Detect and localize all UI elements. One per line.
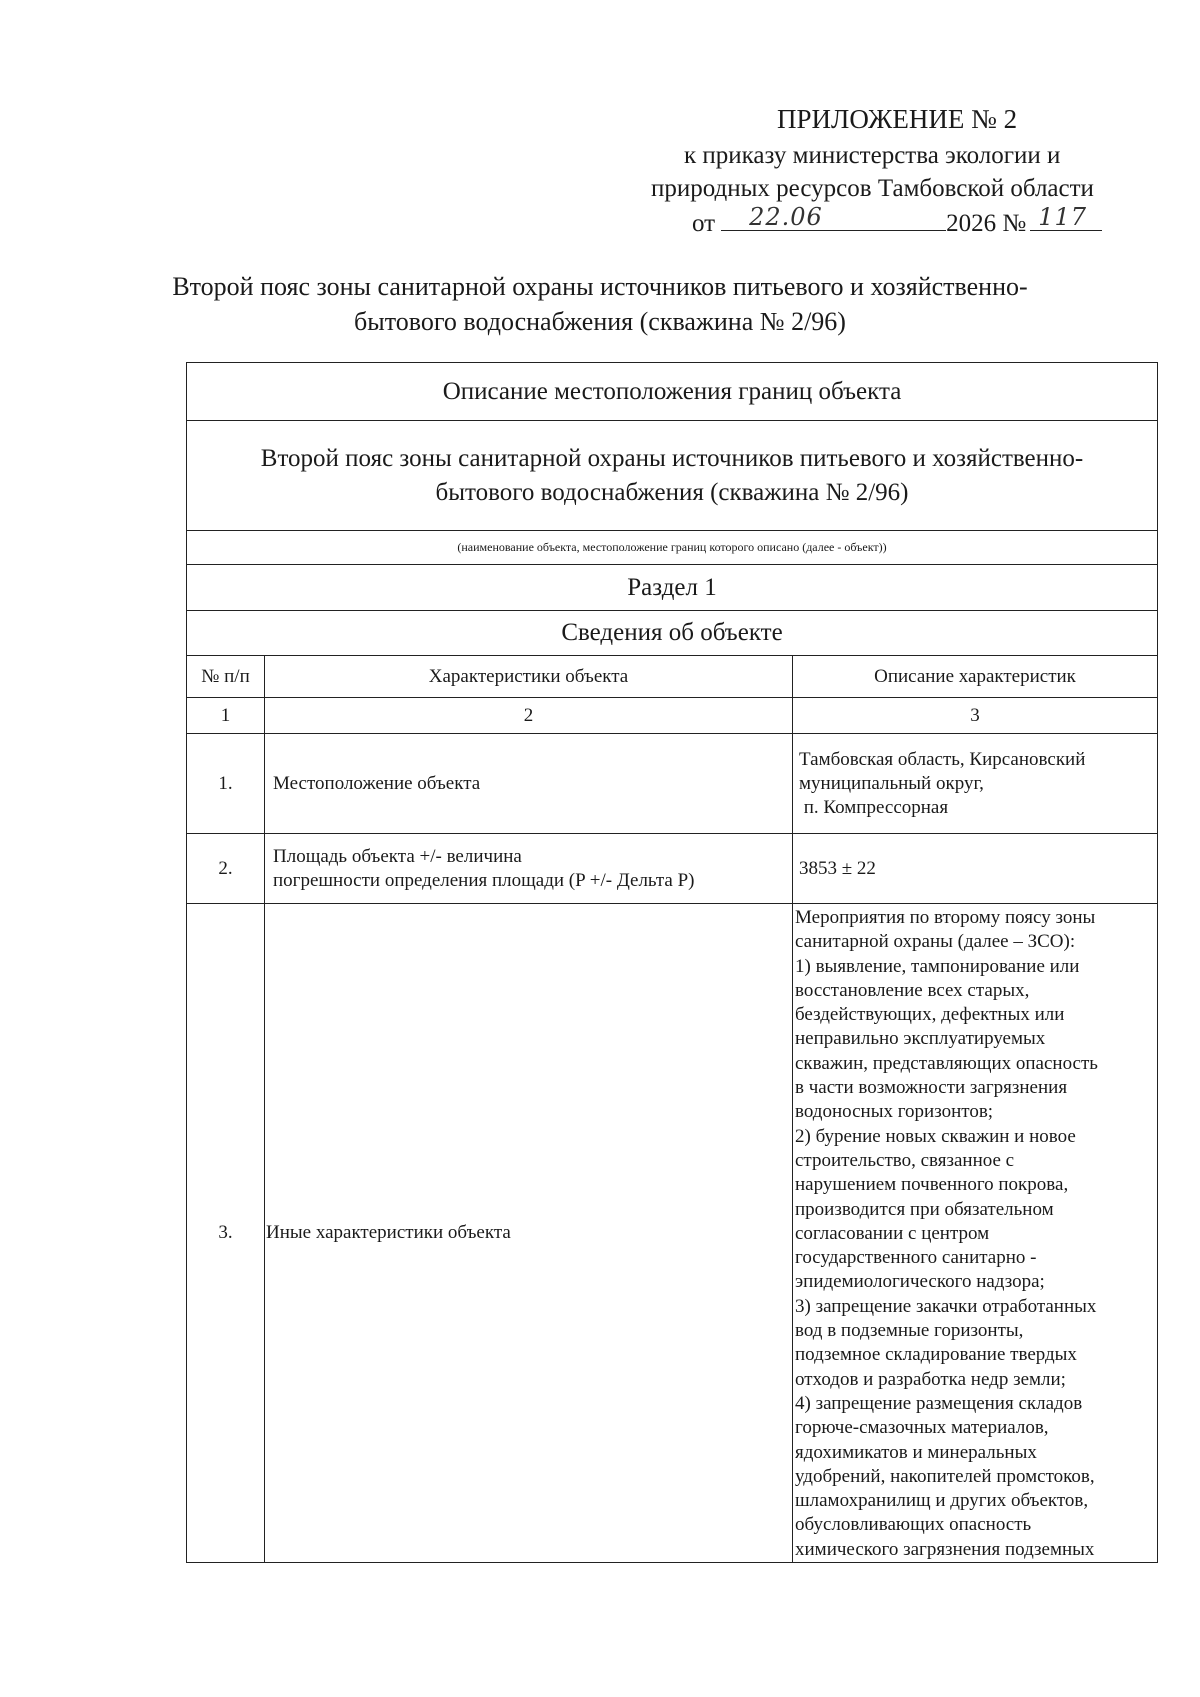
column-number: 2 xyxy=(265,698,793,733)
description-line: строительство, связанное с xyxy=(795,1149,1015,1171)
boundary-description-table xyxy=(186,362,1158,1563)
row-number: 1. xyxy=(187,734,265,833)
column-header-number: № п/п xyxy=(187,656,265,697)
description-line: Мероприятия по второму поясу зоны xyxy=(795,907,1096,928)
column-number: 1 xyxy=(187,698,265,733)
order-date-number-line xyxy=(692,203,1102,237)
table-row xyxy=(187,904,1157,1562)
description-line: скважин, представляющих опасность xyxy=(795,1052,1098,1074)
description-line: химического загрязнения подземных xyxy=(795,1538,1095,1560)
description-line: 3) запрещение закачки отработанных xyxy=(795,1295,1097,1317)
description-line: обусловливающих опасность xyxy=(795,1514,1032,1536)
table-row xyxy=(187,734,1157,834)
description-line: нарушением почвенного покрова, xyxy=(795,1174,1069,1196)
ministry-line: природных ресурсов Тамбовской области xyxy=(651,175,1094,202)
description-line: согласовании с центром xyxy=(795,1222,990,1244)
row-description xyxy=(793,734,1157,833)
row-characteristic: Иные характеристики объекта xyxy=(265,904,793,1562)
description-line: государственного санитарно - xyxy=(795,1247,1037,1269)
from-label: от xyxy=(692,210,716,237)
description-line: водоносных горизонтов; xyxy=(795,1101,994,1123)
description-line: 2) бурение новых скважин и новое xyxy=(795,1125,1076,1147)
object-name-line: Второй пояс зоны санитарной охраны источников питьевого и хозяйственно- xyxy=(260,444,1084,472)
date-field xyxy=(721,203,946,231)
handwritten-date: 22.06 xyxy=(749,203,823,231)
column-numbers xyxy=(187,698,1157,734)
section-heading: Раздел 1 xyxy=(187,565,1157,611)
description-line: подземное складирование твердых xyxy=(795,1344,1077,1366)
description-line: п. Компрессорная xyxy=(799,796,949,818)
description-line: отходов и разработка недр земли; xyxy=(795,1368,1066,1390)
row-characteristic xyxy=(265,834,793,903)
description-line: санитарной охраны (далее – ЗСО): xyxy=(795,931,1076,953)
document-title-line: бытового водоснабжения (скважина № 2/96) xyxy=(354,307,846,336)
description-line: шламохранилищ и других объектов, xyxy=(795,1490,1089,1512)
section-title: Сведения об объекте xyxy=(187,611,1157,656)
description-line: бездействующих, дефектных или xyxy=(795,1004,1065,1026)
document-title xyxy=(150,269,1050,339)
description-line: 1) выявление, тампонирование или xyxy=(795,955,1080,977)
characteristic-line: погрешности определения площади (P +/- Дельта P) xyxy=(273,869,695,891)
description-line: эпидемиологического надзора; xyxy=(795,1271,1045,1293)
description-line: восстановление всех старых, xyxy=(795,979,1030,1001)
description-line: вод в подземные горизонты, xyxy=(795,1320,1024,1342)
object-name xyxy=(187,421,1157,531)
row-description: 3853 ± 22 xyxy=(799,857,876,879)
year-number-label: 2026 № xyxy=(946,210,1027,237)
description-line: производится при обязательном xyxy=(795,1198,1054,1220)
row-number: 3. xyxy=(187,904,265,1562)
document-title-line: Второй пояс зоны санитарной охраны источников питьевого и хозяйственно- xyxy=(172,272,1028,301)
row-number: 2. xyxy=(187,834,265,903)
handwritten-number: 117 xyxy=(1038,203,1088,231)
column-headers xyxy=(187,656,1157,698)
description-line: муниципальный округ, xyxy=(799,772,984,794)
appendix-title: ПРИЛОЖЕНИЕ № 2 xyxy=(777,104,1018,134)
column-number: 3 xyxy=(970,704,980,726)
table-row xyxy=(187,834,1157,904)
table-header: Описание местоположения границ объекта xyxy=(187,363,1157,421)
description-line: неправильно эксплуатируемых xyxy=(795,1028,1046,1050)
object-name-line: бытового водоснабжения (скважина № 2/96) xyxy=(435,478,909,506)
description-line: Тамбовская область, Кирсановский xyxy=(799,748,1086,770)
row-characteristic: Местоположение объекта xyxy=(265,734,793,833)
description-line: ядохимикатов и минеральных xyxy=(795,1441,1037,1463)
description-line: удобрений, накопителей промстоков, xyxy=(795,1465,1095,1487)
order-reference-line: к приказу министерства экологии и xyxy=(684,142,1061,169)
number-field xyxy=(1030,203,1102,231)
description-line: горюче-смазочных материалов, xyxy=(795,1417,1049,1439)
characteristic-line: Площадь объекта +/- величина xyxy=(273,845,522,867)
column-header-description: Описание характеристик xyxy=(874,665,1076,687)
description-line: в части возможности загрязнения xyxy=(795,1077,1068,1099)
measures-list xyxy=(795,906,1098,1562)
row-description xyxy=(793,904,1157,1562)
column-header-characteristic: Характеристики объекта xyxy=(265,656,793,697)
object-note: (наименование объекта, местоположение границ которого описано (далее - объект)) xyxy=(187,531,1157,565)
description-line: 4) запрещение размещения складов xyxy=(795,1392,1083,1414)
